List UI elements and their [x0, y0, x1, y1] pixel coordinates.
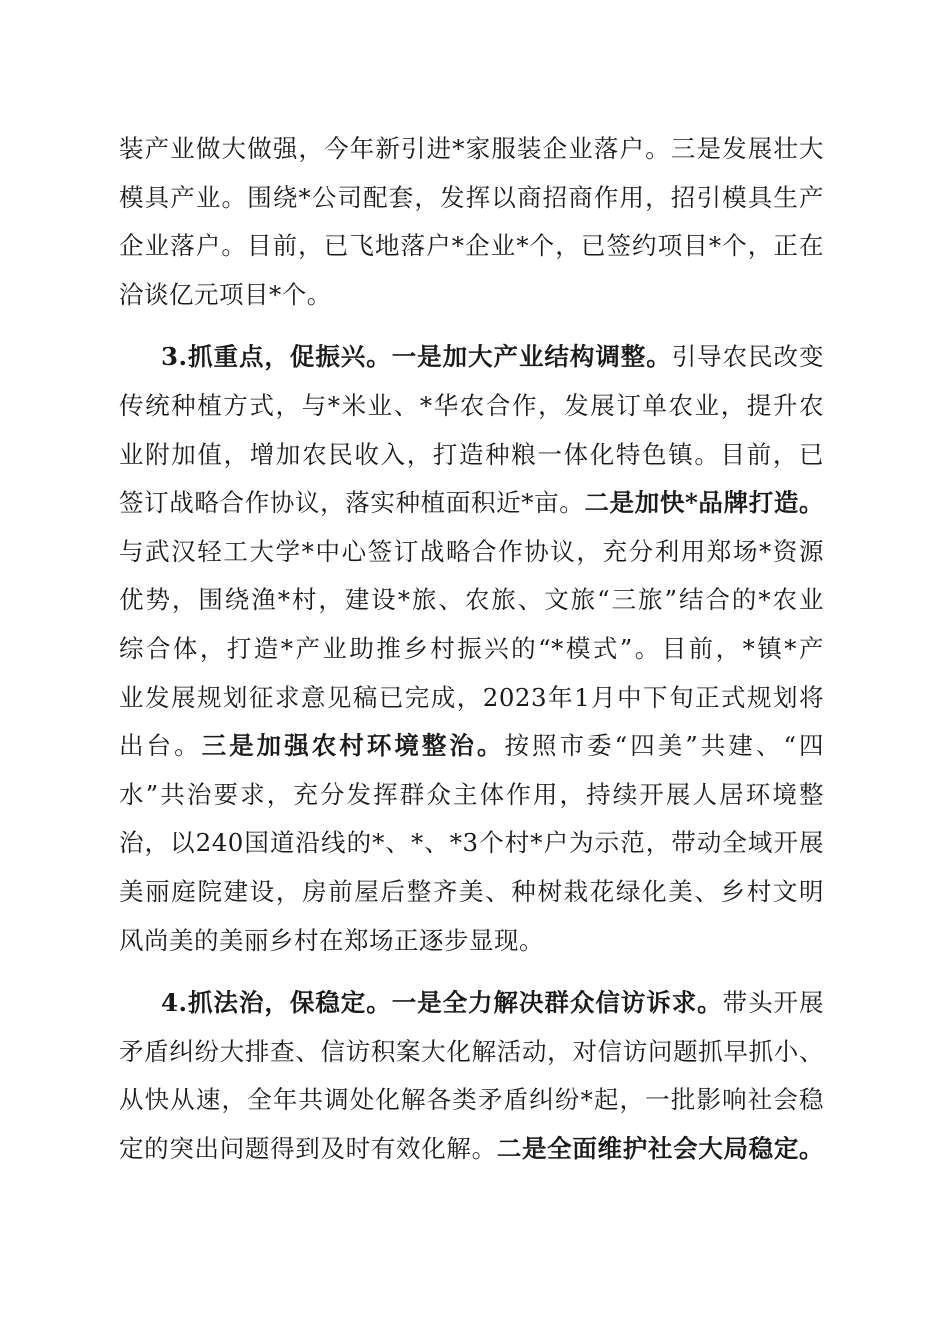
text-line: 业发展规划征求意见稿已完成，2023年1月中下旬正式规划将 [119, 682, 824, 712]
text-line: 水”共治要求，充分发挥群众主体作用，持续开展人居环境整 [119, 779, 824, 809]
text-line: 出台。三是加强农村环境整治。按照市委“四美”共建、“四 [119, 731, 824, 761]
bold-subheading: 二是加快*品牌打造。 [584, 488, 824, 518]
section-heading: 4.抓法治，保稳定。一是全力解决群众信访诉求。 [161, 988, 723, 1018]
text-line: 优势，围绕渔*村，建设*旅、农旅、文旅“三旅”结合的*农业 [119, 585, 824, 615]
text-line: 企业落户。目前，已飞地落户*企业*个，已签约项目*个，正在 [119, 231, 824, 261]
text-line: 模具产业。围绕*公司配套，发挥以商招商作用，招引模具生产 [119, 182, 824, 212]
text-line: 签订战略合作协议，落实种植面积近*亩。二是加快*品牌打造。 [119, 488, 824, 518]
text-line: 装产业做大做强，今年新引进*家服装企业落户。三是发展壮大 [119, 134, 824, 163]
text-line: 3.抓重点，促振兴。一是加大产业结构调整。引导农民改变 [161, 342, 825, 372]
text-line: 综合体，打造*产业助推乡村振兴的“*模式”。目前，*镇*产 [119, 633, 824, 663]
text-line: 定的突出问题得到及时有效化解。二是全面维护社会大局稳定。 [119, 1133, 825, 1163]
section-heading: 3.抓重点，促振兴。一是加大产业结构调整。 [161, 342, 672, 372]
text-line: 传统种植方式，与*米业、*华农合作，发展订单农业，提升农 [119, 390, 824, 420]
text-line: 洽谈亿元项目*个。 [119, 279, 332, 309]
text-line: 美丽庭院建设，房前屋后整齐美、种树栽花绿化美、乡村文明 [119, 876, 824, 906]
text-line: 从快从速，全年共调处化解各类矛盾纠纷*起，一批影响社会稳 [119, 1085, 824, 1115]
paragraph-section-4 [119, 979, 824, 1173]
text-line: 4.抓法治，保稳定。一是全力解决群众信访诉求。带头开展 [161, 988, 825, 1018]
text-line: 风尚美的美丽乡村在郑场正逐步显现。 [119, 925, 544, 955]
bold-subheading: 二是全面维护社会大局稳定。 [496, 1133, 825, 1163]
text-line: 与武汉轻工大学*中心签订战略合作协议，充分利用郑场*资源 [119, 536, 824, 566]
paragraph-section-3 [119, 333, 824, 965]
paragraph-industry-continuation [119, 125, 824, 319]
text-line: 业附加值，增加农民收入，打造种粮一体化特色镇。目前，已 [119, 439, 824, 469]
text-line: 矛盾纠纷大排查、信访积案大化解活动，对信访问题抓早抓小、 [119, 1036, 824, 1066]
document-page [119, 125, 824, 1173]
text-line: 治，以240国道沿线的*、*、*3个村*户为示范，带动全域开展 [119, 828, 824, 858]
bold-subheading: 三是加强农村环境整治。 [201, 731, 505, 761]
